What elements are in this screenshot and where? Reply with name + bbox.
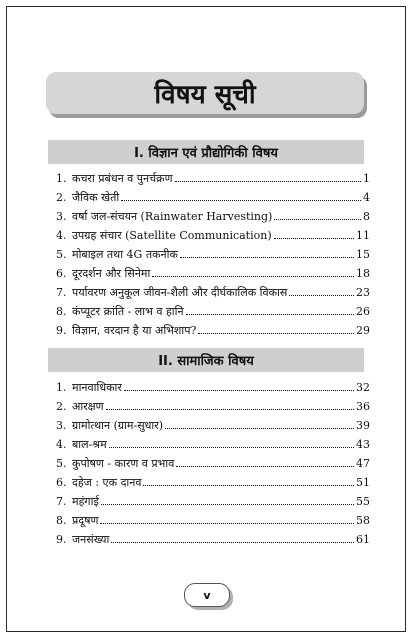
dot-leader	[101, 504, 354, 505]
entry-number: 2.	[56, 400, 67, 413]
toc-list-science	[56, 166, 370, 337]
dot-leader	[198, 333, 354, 334]
section-heading-text: II. सामाजिक विषय	[158, 354, 254, 369]
entry-page-number: 51	[356, 476, 370, 489]
dot-leader	[106, 409, 354, 410]
entry-title: कचरा प्रबंधन व पुनर्चक्रण	[72, 172, 173, 185]
entry-number: 3.	[56, 210, 67, 223]
entry-page-number: 43	[356, 438, 370, 451]
entry-page-number: 29	[356, 324, 370, 337]
dot-leader	[100, 523, 354, 524]
entry-title: कुपोषण - कारण व प्रभाव	[72, 457, 175, 470]
entry-number: 2.	[56, 191, 67, 204]
entry-number: 9.	[56, 324, 67, 337]
toc-entry[interactable]	[56, 299, 370, 318]
toc-entry[interactable]	[56, 185, 370, 204]
dot-leader	[143, 485, 354, 486]
entry-title: दहेज : एक दानव	[72, 476, 142, 489]
entry-page-number: 23	[356, 286, 370, 299]
toc-entry[interactable]	[56, 470, 370, 489]
entry-title: ग्रामोत्थान (ग्राम-सुधार)	[72, 419, 164, 432]
entry-page-number: 58	[356, 514, 370, 527]
entry-number: 6.	[56, 267, 67, 280]
page-title: विषय सूची	[154, 80, 256, 110]
entry-title: उपग्रह संचार (Satellite Communication)	[72, 229, 272, 242]
entry-title: कंप्यूटर क्रांति - लाभ व हानि	[72, 305, 184, 318]
toc-entry[interactable]	[56, 166, 370, 185]
toc-entry[interactable]	[56, 318, 370, 337]
toc-entry[interactable]	[56, 375, 370, 394]
entry-page-number: 1	[363, 172, 370, 185]
dot-leader	[274, 219, 361, 220]
dot-leader	[274, 238, 354, 239]
section-heading-social	[48, 348, 364, 372]
entry-page-number: 15	[356, 248, 370, 261]
toc-list-social	[56, 375, 370, 546]
entry-title: जैविक खेती	[72, 191, 120, 204]
entry-number: 7.	[56, 495, 67, 508]
toc-entry[interactable]	[56, 204, 370, 223]
toc-entry[interactable]	[56, 223, 370, 242]
entry-title: विज्ञान, वरदान है या अभिशाप?	[72, 324, 197, 337]
entry-page-number: 18	[356, 267, 370, 280]
dot-leader	[186, 314, 354, 315]
toc-entry[interactable]	[56, 413, 370, 432]
title-banner	[46, 72, 364, 114]
entry-number: 9.	[56, 533, 67, 546]
entry-page-number: 39	[356, 419, 370, 432]
toc-entry[interactable]	[56, 508, 370, 527]
toc-entry[interactable]	[56, 280, 370, 299]
section-heading-science	[48, 140, 364, 164]
entry-number: 7.	[56, 286, 67, 299]
dot-leader	[175, 181, 361, 182]
dot-leader	[176, 466, 354, 467]
dot-leader	[121, 200, 361, 201]
entry-page-number: 55	[356, 495, 370, 508]
page-number: v	[203, 588, 211, 602]
toc-entry[interactable]	[56, 489, 370, 508]
dot-leader	[165, 428, 354, 429]
entry-title: आरक्षण	[72, 400, 104, 413]
entry-page-number: 11	[356, 229, 370, 242]
dot-leader	[152, 276, 354, 277]
toc-entry[interactable]	[56, 394, 370, 413]
entry-number: 5.	[56, 457, 67, 470]
entry-number: 8.	[56, 305, 67, 318]
toc-entry[interactable]	[56, 261, 370, 280]
entry-page-number: 47	[356, 457, 370, 470]
entry-number: 6.	[56, 476, 67, 489]
entry-title: बाल-श्रम	[72, 438, 107, 451]
dot-leader	[109, 447, 354, 448]
entry-title: महंगाई	[72, 495, 99, 508]
entry-page-number: 26	[356, 305, 370, 318]
toc-entry[interactable]	[56, 242, 370, 261]
toc-entry[interactable]	[56, 451, 370, 470]
entry-number: 1.	[56, 172, 67, 185]
entry-title: वर्षा जल-संचयन (Rainwater Harvesting)	[72, 210, 273, 223]
entry-number: 1.	[56, 381, 67, 394]
entry-page-number: 36	[356, 400, 370, 413]
entry-title: पर्यावरण अनुकूल जीवन-शैली और दीर्घकालिक विकास	[72, 286, 288, 299]
entry-number: 4.	[56, 229, 67, 242]
section-heading-text: I. विज्ञान एवं प्रौद्योगिकी विषय	[134, 146, 278, 161]
entry-title: मानवाधिकार	[72, 381, 122, 394]
entry-page-number: 8	[363, 210, 370, 223]
entry-title: दूरदर्शन और सिनेमा	[72, 267, 151, 280]
entry-page-number: 4	[363, 191, 370, 204]
dot-leader	[180, 257, 354, 258]
entry-number: 8.	[56, 514, 67, 527]
entry-title: जनसंख्या	[72, 533, 110, 546]
entry-number: 5.	[56, 248, 67, 261]
toc-entry[interactable]	[56, 527, 370, 546]
entry-title: मोबाइल तथा 4G तकनीक	[72, 248, 178, 261]
entry-page-number: 32	[356, 381, 370, 394]
entry-page-number: 61	[356, 533, 370, 546]
toc-entry[interactable]	[56, 432, 370, 451]
entry-number: 4.	[56, 438, 67, 451]
dot-leader	[111, 542, 354, 543]
page-number-badge	[184, 583, 230, 607]
dot-leader	[124, 390, 354, 391]
dot-leader	[289, 295, 354, 296]
entry-title: प्रदूषण	[72, 514, 99, 527]
entry-number: 3.	[56, 419, 67, 432]
